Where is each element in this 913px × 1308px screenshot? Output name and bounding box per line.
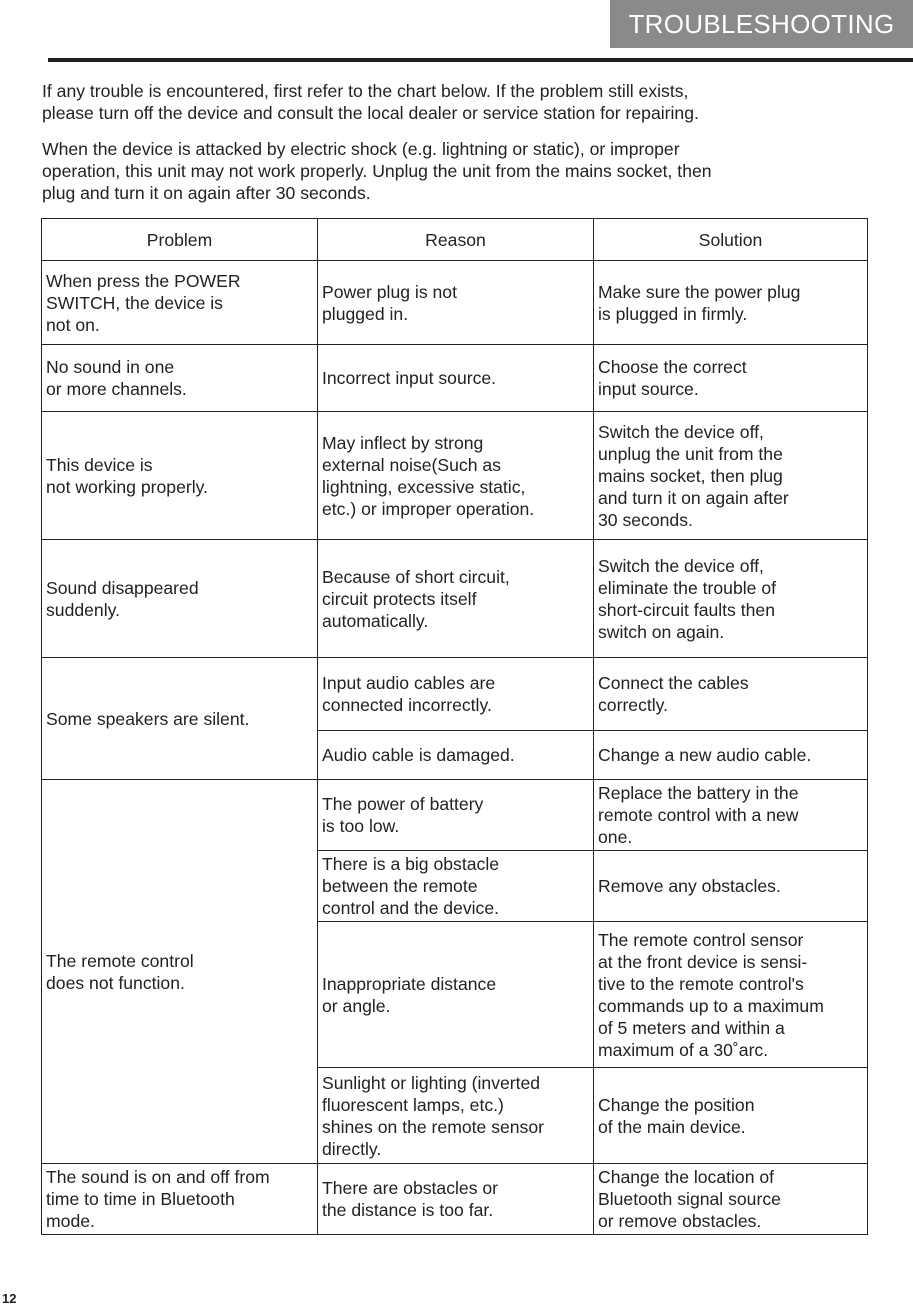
reason-cell: Incorrect input source. xyxy=(318,345,594,412)
problem-cell: The sound is on and off from time to time in Bluetooth mode. xyxy=(42,1164,318,1235)
problem-cell: No sound in one or more channels. xyxy=(42,345,318,412)
reason-cell: There are obstacles or the distance is too far. xyxy=(318,1164,594,1235)
solution-cell: Make sure the power plug is plugged in firmly. xyxy=(594,261,868,345)
solution-cell: Switch the device off, unplug the unit from the mains socket, then plug and turn it on again after 30 seconds. xyxy=(594,412,868,540)
solution-cell: Change a new audio cable. xyxy=(594,731,868,780)
column-header-problem: Problem xyxy=(42,219,318,261)
reason-cell: Inappropriate distance or angle. xyxy=(318,922,594,1068)
problem-cell: This device is not working properly. xyxy=(42,412,318,540)
intro-paragraph-2: When the device is attacked by electric shock (e.g. lightning or static), or improper operation, this unit may not work properly. Unplug the unit from the mains socket, then plug and turn it on again after 30 seconds. xyxy=(42,139,712,203)
troubleshooting-table xyxy=(41,218,868,1235)
problem-cell: Some speakers are silent. xyxy=(42,658,318,780)
reason-cell: May inflect by strong external noise(Such as lightning, excessive static, etc.) or improper operation. xyxy=(318,412,594,540)
reason-cell: Input audio cables are connected incorrectly. xyxy=(318,658,594,731)
table-row xyxy=(42,1164,868,1235)
table-row xyxy=(42,658,868,731)
table-row xyxy=(42,780,868,851)
reason-cell: Audio cable is damaged. xyxy=(318,731,594,780)
intro-paragraph-1: If any trouble is encountered, first refer to the chart below. If the problem still exists, please turn off the device and consult the local dealer or service station for repairing. xyxy=(42,81,699,123)
solution-cell: Remove any obstacles. xyxy=(594,851,868,922)
table-row xyxy=(42,261,868,345)
table-header-row xyxy=(42,219,868,261)
problem-cell: When press the POWER SWITCH, the device is not on. xyxy=(42,261,318,345)
header-rule xyxy=(48,58,913,62)
reason-cell: Sunlight or lighting (inverted fluorescent lamps, etc.) shines on the remote sensor directly. xyxy=(318,1068,594,1164)
reason-cell: Power plug is not plugged in. xyxy=(318,261,594,345)
section-title: TROUBLESHOOTING xyxy=(610,0,913,48)
table-row xyxy=(42,540,868,658)
problem-cell: Sound disappeared suddenly. xyxy=(42,540,318,658)
reason-cell: The power of battery is too low. xyxy=(318,780,594,851)
solution-cell: Choose the correct input source. xyxy=(594,345,868,412)
table-row xyxy=(42,345,868,412)
problem-cell: The remote control does not function. xyxy=(42,780,318,1164)
column-header-reason: Reason xyxy=(318,219,594,261)
page-number: 12 xyxy=(2,1291,17,1306)
solution-cell: Change the position of the main device. xyxy=(594,1068,868,1164)
table-row xyxy=(42,412,868,540)
solution-cell: The remote control sensor at the front device is sensi- tive to the remote control's commands up to a maximum of 5 meters and within a maximum of a 30˚arc. xyxy=(594,922,868,1068)
solution-cell: Switch the device off, eliminate the trouble of short-circuit faults then switch on again. xyxy=(594,540,868,658)
column-header-solution: Solution xyxy=(594,219,868,261)
solution-cell: Connect the cables correctly. xyxy=(594,658,868,731)
reason-cell: There is a big obstacle between the remote control and the device. xyxy=(318,851,594,922)
solution-cell: Replace the battery in the remote control with a new one. xyxy=(594,780,868,851)
reason-cell: Because of short circuit, circuit protects itself automatically. xyxy=(318,540,594,658)
solution-cell: Change the location of Bluetooth signal source or remove obstacles. xyxy=(594,1164,868,1235)
